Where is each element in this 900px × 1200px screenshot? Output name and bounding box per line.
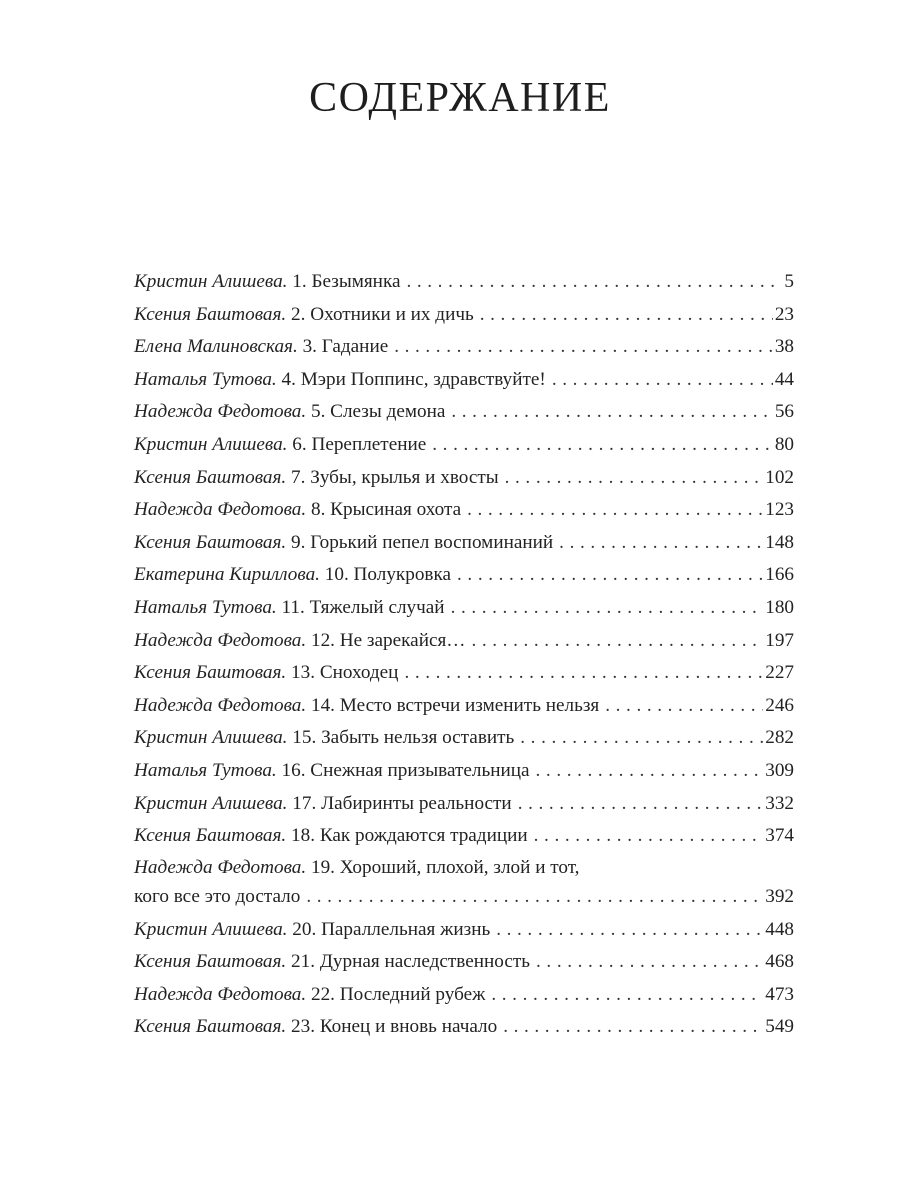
toc-page-number: 549 (765, 1016, 794, 1038)
toc-entry (134, 625, 794, 658)
toc-story-title: 15. Забыть нельзя оставить (292, 727, 515, 749)
toc-entry (134, 299, 794, 332)
toc-page-number: 56 (774, 401, 794, 423)
toc-entry (134, 788, 794, 821)
toc-author: Надежда Федотова. (134, 401, 307, 423)
page-title: СОДЕРЖАНИЕ (309, 75, 611, 121)
toc-entry (134, 722, 794, 755)
toc-entry (134, 396, 794, 429)
toc-story-title: 10. Полукровка (324, 564, 452, 586)
toc-author: Наталья Тутова. (134, 759, 277, 781)
table-of-contents (134, 266, 794, 1044)
dot-leader (480, 299, 773, 332)
toc-entry (134, 657, 794, 690)
toc-entry-label (134, 494, 461, 527)
toc-entry (134, 1011, 794, 1044)
toc-entry-label (134, 979, 485, 1012)
dot-leader (472, 625, 764, 658)
toc-page-number: 23 (774, 303, 794, 325)
toc-page-number: 197 (765, 629, 794, 651)
toc-story-title: 6. Переплетение (292, 433, 427, 455)
dot-leader (605, 690, 763, 723)
dot-leader (503, 1011, 763, 1044)
dot-leader (432, 429, 773, 462)
toc-entry-label (134, 462, 499, 495)
toc-page-number: 5 (784, 271, 794, 292)
toc-entry-label (134, 331, 388, 364)
toc-author: Ксения Баштовая. (134, 1016, 287, 1038)
toc-entry-label (134, 820, 528, 853)
toc-entry-label (134, 527, 553, 560)
dot-leader (559, 527, 763, 560)
toc-author: Ксения Баштовая. (134, 825, 287, 847)
toc-author: Надежда Федотова. (134, 856, 307, 878)
toc-entry-label (134, 592, 445, 625)
toc-author: Ксения Баштовая. (134, 531, 287, 553)
toc-entry-label (134, 429, 426, 462)
toc-page-number: 282 (765, 727, 794, 749)
toc-author: Надежда Федотова. (134, 629, 307, 651)
dot-leader (536, 755, 764, 788)
toc-entry (134, 755, 794, 788)
dot-leader (451, 592, 764, 625)
dot-leader (518, 788, 764, 821)
toc-entry-label (134, 657, 398, 690)
toc-story-title: 21. Дурная наследственность (291, 951, 531, 973)
toc-page-number: 374 (765, 825, 794, 847)
toc-entry-label (134, 625, 466, 658)
dot-leader (491, 979, 763, 1012)
toc-story-title: 2. Охотники и их дичь (291, 303, 474, 325)
toc-page-number: 102 (765, 466, 794, 488)
toc-page-number: 332 (765, 792, 794, 814)
toc-author: Ксения Баштовая. (134, 662, 287, 684)
toc-author: Кристин Алишева. (134, 433, 288, 455)
toc-entry (134, 494, 794, 527)
toc-story-title: 8. Крысиная охота (310, 499, 462, 521)
toc-page-number: 227 (765, 662, 794, 684)
toc-entry (134, 266, 794, 299)
toc-story-title: 11. Тяжелый случай (281, 596, 445, 618)
toc-story-title: 3. Гадание (302, 336, 389, 358)
toc-entry-label (134, 559, 451, 592)
toc-author: Надежда Федотова. (134, 983, 307, 1005)
toc-author: Екатерина Кириллова. (134, 564, 320, 586)
toc-story-title: 14. Место встречи изменить нельзя (310, 694, 600, 716)
toc-entry (134, 946, 794, 979)
toc-page-number: 38 (774, 336, 794, 358)
toc-entry (134, 559, 794, 592)
toc-entry (134, 820, 794, 853)
toc-entry-label (134, 946, 530, 979)
toc-author: Наталья Тутова. (134, 596, 277, 618)
toc-author: Кристин Алишева. (134, 792, 288, 814)
toc-page-number: 448 (765, 918, 794, 940)
toc-entry (134, 331, 794, 364)
toc-entry-label (134, 266, 401, 299)
toc-page-number: 246 (765, 694, 794, 716)
dot-leader (407, 266, 783, 299)
toc-author: Надежда Федотова. (134, 499, 307, 521)
dot-leader (536, 946, 763, 979)
dot-leader (457, 559, 763, 592)
toc-author: Наталья Тутова. (134, 368, 277, 390)
toc-entry (134, 914, 794, 947)
toc-story-title: 12. Не зарекайся… (310, 629, 466, 651)
toc-entry (134, 979, 794, 1012)
toc-author: Кристин Алишева. (134, 271, 288, 292)
toc-page-number: 180 (765, 596, 794, 618)
toc-page-number: 123 (765, 499, 794, 521)
toc-story-title: 1. Безымянка (292, 271, 401, 292)
toc-story-title: 17. Лабиринты реальности (292, 792, 512, 814)
toc-page-number: 44 (774, 368, 794, 390)
toc-page-number: 473 (765, 983, 794, 1005)
toc-entry-label (134, 364, 546, 397)
toc-entry-label (134, 1011, 497, 1044)
toc-story-title: 23. Конец и вновь начало (291, 1016, 498, 1038)
toc-author: Ксения Баштовая. (134, 303, 287, 325)
toc-story-title: 13. Сноходец (291, 662, 399, 684)
toc-entry-label (134, 755, 530, 788)
toc-page-number: 392 (765, 885, 794, 907)
dot-leader (505, 462, 764, 495)
toc-story-title: 5. Слезы демона (310, 401, 446, 423)
toc-entry (134, 690, 794, 723)
toc-page-number: 80 (774, 433, 794, 455)
toc-page-number: 468 (765, 951, 794, 973)
dot-leader (467, 494, 763, 527)
dot-leader (404, 657, 763, 690)
toc-entry (134, 853, 794, 911)
toc-author: Кристин Алишева. (134, 727, 288, 749)
dot-leader (552, 364, 773, 397)
toc-page-number: 148 (765, 531, 794, 553)
toc-story-title: 20. Параллельная жизнь (292, 918, 491, 940)
toc-author: Елена Малиновская. (134, 336, 298, 358)
toc-page-number: 309 (765, 759, 794, 781)
toc-entry (134, 592, 794, 625)
toc-story-title: 19. Хороший, плохой, злой и тот, (310, 856, 580, 878)
toc-entry (134, 462, 794, 495)
toc-story-title: 7. Зубы, крылья и хвосты (291, 466, 499, 488)
toc-entry-label (134, 722, 514, 755)
toc-story-title: кого все это достало (134, 885, 301, 907)
dot-leader (520, 722, 763, 755)
toc-author: Кристин Алишева. (134, 918, 288, 940)
dot-leader (534, 820, 764, 853)
toc-author: Ксения Баштовая. (134, 951, 287, 973)
toc-author: Надежда Федотова. (134, 694, 307, 716)
toc-story-title: 9. Горький пепел воспоминаний (291, 531, 554, 553)
toc-entry-label (134, 299, 474, 332)
dot-leader (496, 914, 763, 947)
toc-story-title: 4. Мэри Поппинс, здравствуйте! (281, 368, 546, 390)
toc-entry (134, 429, 794, 462)
dot-leader (306, 882, 763, 911)
toc-entry-label (134, 396, 445, 429)
toc-entry-label (134, 690, 599, 723)
toc-story-title: 18. Как рождаются традиции (291, 825, 528, 847)
toc-entry (134, 364, 794, 397)
toc-entry-label (134, 788, 512, 821)
toc-story-title: 16. Снежная призывательница (281, 759, 530, 781)
toc-entry (134, 527, 794, 560)
toc-author: Ксения Баштовая. (134, 466, 287, 488)
dot-leader (451, 396, 772, 429)
dot-leader (394, 331, 773, 364)
toc-page-number: 166 (765, 564, 794, 586)
toc-story-title: 22. Последний рубеж (310, 983, 486, 1005)
toc-entry-label (134, 914, 490, 947)
